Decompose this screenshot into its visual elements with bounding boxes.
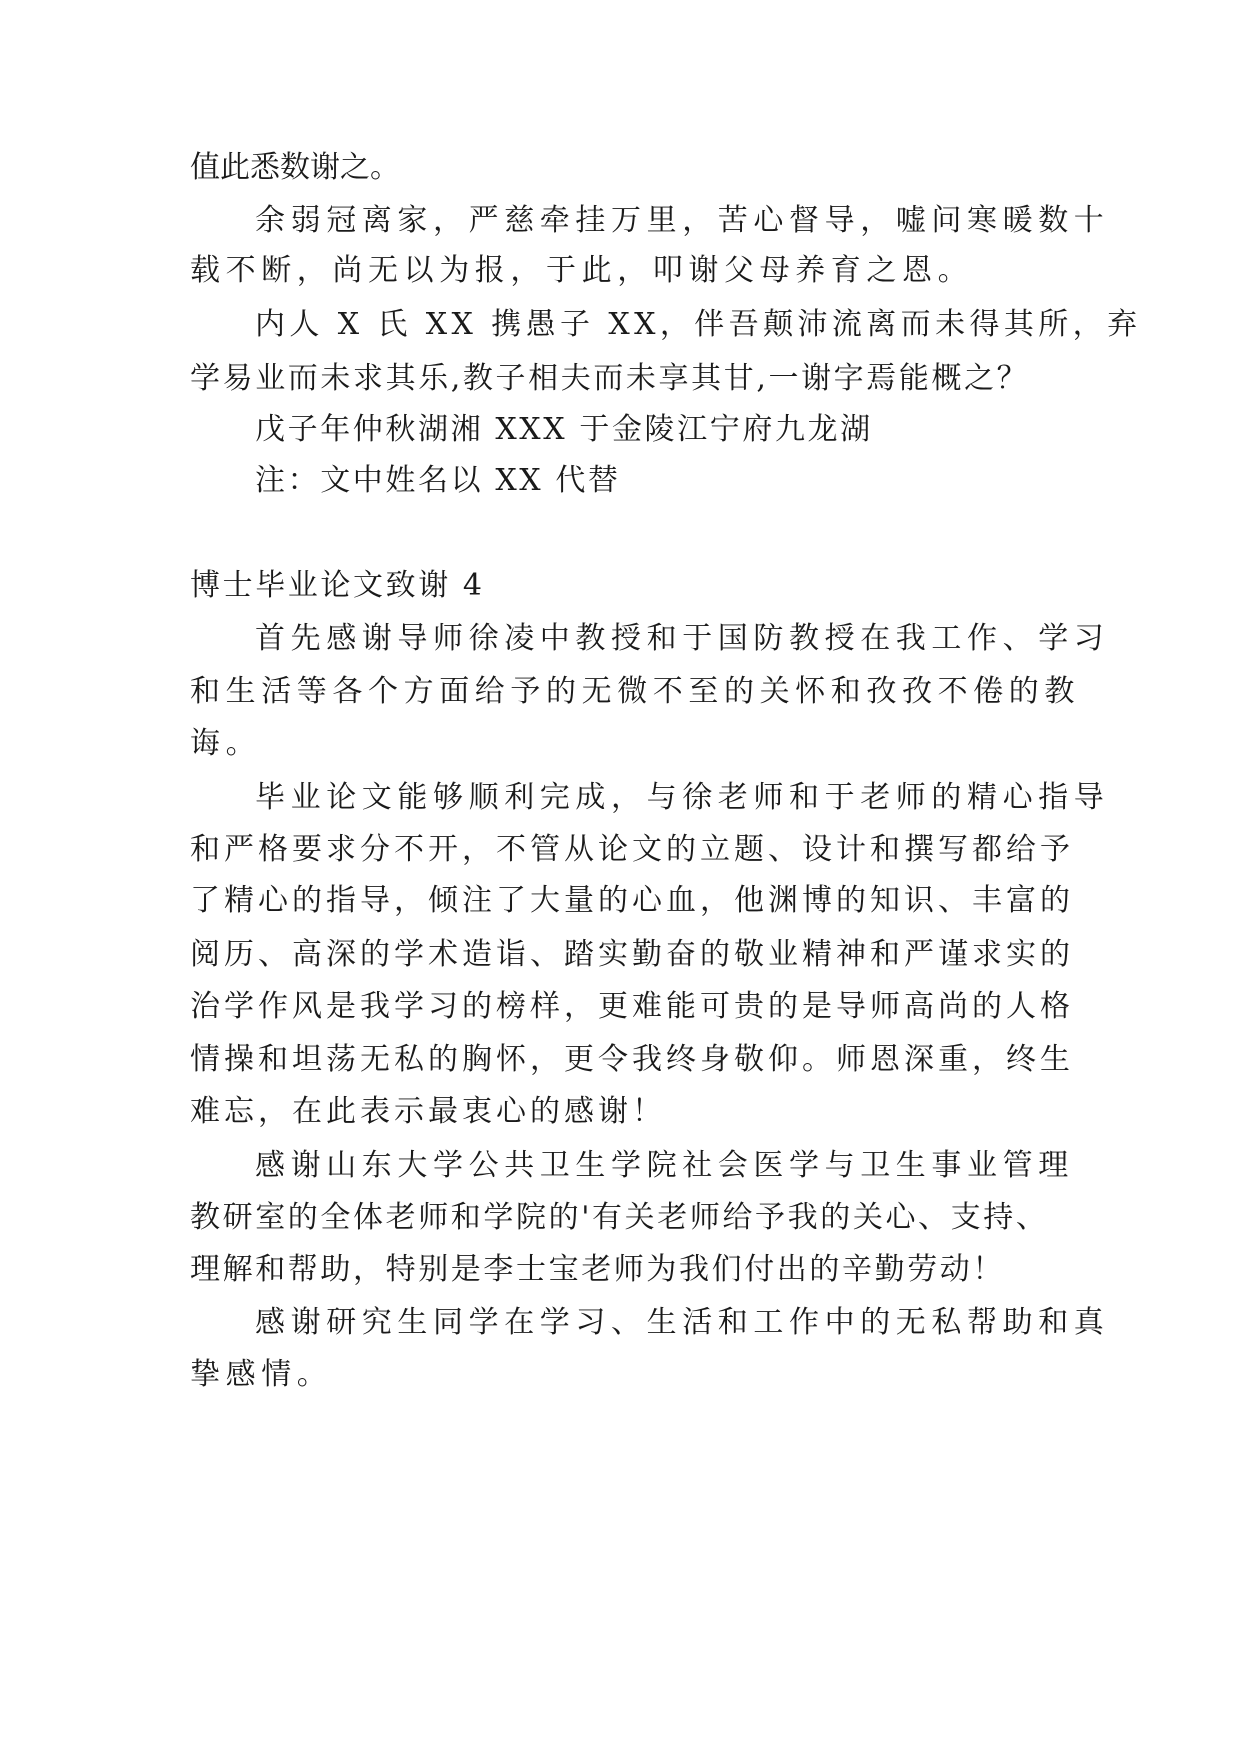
text-line: 首先感谢导师徐凌中教授和于国防教授在我工作、学习 <box>255 621 1110 656</box>
text-line: 理解和帮助，特别是李士宝老师为我们付出的辛勤劳动！ <box>190 1252 1005 1287</box>
text-line: 治学作风是我学习的榜样，更难能可贵的是导师高尚的人格 <box>190 989 1074 1024</box>
text-line: 注：文中姓名以 XX 代替 <box>255 463 621 498</box>
text-line: 余弱冠离家，严慈牵挂万里，苦心督导，嘘问寒暖数十 <box>255 203 1110 238</box>
text-line: 和严格要求分不开，不管从论文的立题、设计和撰写都给予 <box>190 832 1074 867</box>
text-line: 和生活等各个方面给予的无微不至的关怀和孜孜不倦的教 <box>190 674 1080 709</box>
text-line: 戊子年仲秋湖湘 XXX 于金陵江宁府九龙湖 <box>255 412 873 447</box>
text-line: 诲。 <box>190 726 262 761</box>
text-line: 感谢研究生同学在学习、生活和工作中的无私帮助和真 <box>255 1305 1110 1340</box>
text-line: 毕业论文能够顺利完成，与徐老师和于老师的精心指导 <box>255 780 1110 815</box>
section-heading: 博士毕业论文致谢 4 <box>190 568 485 603</box>
text-line: 内人 X 氏 XX 携愚子 XX，伴吾颠沛流离而未得其所，弃 <box>255 307 1142 342</box>
text-line: 学易业而未求其乐,教子相夫而未享其甘,一谢字焉能概之？ <box>190 361 1030 396</box>
text-line: 值此悉数谢之。 <box>190 150 400 185</box>
text-line: 阅历、高深的学术造诣、踏实勤奋的敬业精神和严谨求实的 <box>190 937 1074 972</box>
text-line: 挚感情。 <box>190 1357 333 1392</box>
text-line: 了精心的指导，倾注了大量的心血，他渊博的知识、丰富的 <box>190 883 1074 918</box>
text-line: 情操和坦荡无私的胸怀，更令我终身敬仰。师恩深重，终生 <box>190 1042 1074 1077</box>
text-line: 教研室的全体老师和学院的'有关老师给予我的关心、支持、 <box>190 1200 1049 1235</box>
text-line: 载不断，尚无以为报，于此，叩谢父母养育之恩。 <box>190 253 974 288</box>
text-line: 难忘，在此表示最衷心的感谢！ <box>190 1094 666 1129</box>
text-line: 感谢山东大学公共卫生学院社会医学与卫生事业管理 <box>255 1148 1074 1183</box>
